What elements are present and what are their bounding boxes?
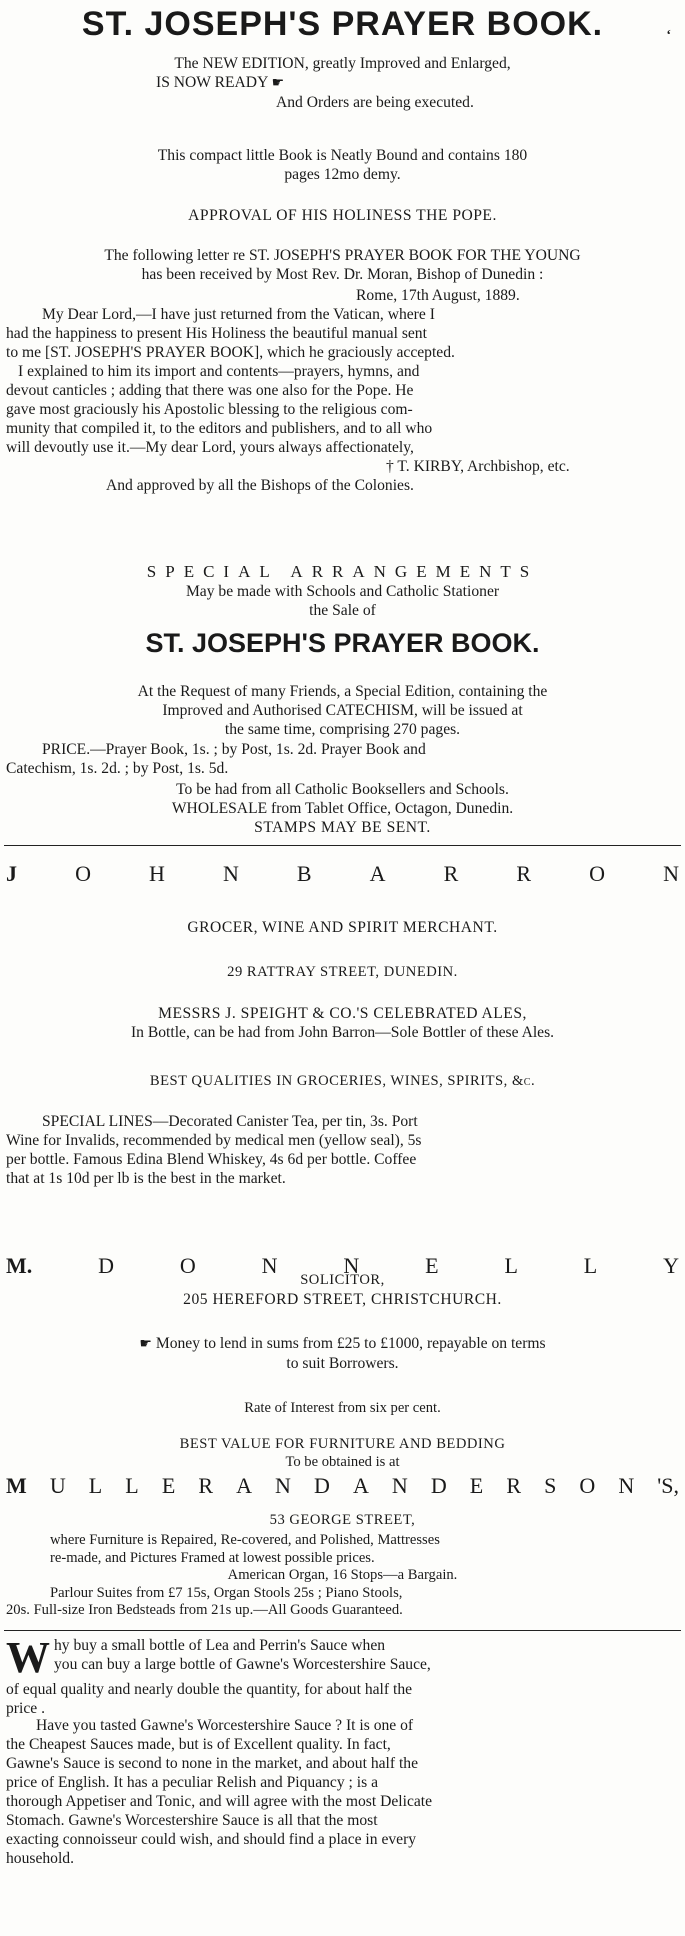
divider [4, 1630, 681, 1631]
barron-letter: N [222, 861, 239, 886]
muller-letter: U [49, 1473, 66, 1498]
muller-letter: D [430, 1473, 447, 1498]
muller-line: Parlour Suites from £7 15s, Organ Stools 25s ; Piano Stools, [50, 1584, 403, 1601]
price-line: PRICE.—Prayer Book, 1s. ; by Post, 1s. 2d. Prayer Book and [42, 741, 426, 758]
muller-body [6, 1532, 679, 1620]
muller-name-row [6, 1462, 679, 1510]
prayer-book-intro [6, 54, 679, 112]
sauce-intro-line: price . [6, 1700, 45, 1717]
intro-line: The NEW EDITION, greatly Improved and Enlarged, [174, 55, 511, 72]
letter-intro [6, 246, 679, 284]
approval-heading: APPROVAL OF HIS HOLINESS THE POPE. [188, 207, 497, 224]
donnelly-initial: M. [6, 1253, 33, 1278]
request-paragraph [6, 682, 679, 739]
divider [4, 845, 681, 846]
special-line: May be made with Schools and Catholic Stationer [185, 583, 500, 600]
muller-line: 20s. Full-size Iron Bedsteads from 21s up.—All Goods Guaranteed. [6, 1602, 403, 1619]
sauce-line: thorough Appetiser and Tonic, and will agree with the most Delicate [6, 1793, 433, 1810]
barron-qualities: BEST QUALITIES IN GROCERIES, WINES, SPIRITS, &c. [149, 1073, 536, 1089]
sauce-intro-line: you can buy a large bottle of Gawne's Worcestershire Sauce, [54, 1656, 431, 1673]
prayer-book-title-block [6, 2, 679, 46]
sauce-intro-line: of equal quality and nearly double the quantity, for about half the [6, 1681, 413, 1698]
muller-line: re-made, and Pictures Framed at lowest possible prices. [50, 1549, 375, 1566]
signature: † T. KIRBY, Archbishop, etc. [386, 458, 570, 475]
compact-line: This compact little Book is Neatly Bound and contains 180 [157, 147, 528, 164]
pointing-hand-icon: ☛ [271, 76, 285, 91]
barron-letter: R [516, 861, 532, 886]
muller-letter: N [391, 1473, 408, 1498]
donnelly-letter: N [261, 1253, 278, 1278]
donnelly-letter: L [583, 1253, 598, 1278]
letter-body [6, 286, 679, 495]
muller-letter: D [313, 1473, 330, 1498]
muller-obtained: To be obtained is at [285, 1454, 400, 1470]
muller-letter: E [469, 1473, 484, 1498]
barron-letter: A [369, 861, 386, 886]
prayer-book-title-2-block [6, 626, 679, 660]
donnelly-letter: D [98, 1253, 115, 1278]
barron-letter: R [443, 861, 459, 886]
muller-letter: O [579, 1473, 596, 1498]
barron-trade: GROCER, WINE AND SPIRIT MERCHANT. [187, 919, 498, 936]
special-line: the Sale of [309, 602, 376, 619]
closing-line: WHOLESALE from Tablet Office, Octagon, Dunedin. [171, 800, 514, 817]
special-lines-line: Wine for Invalids, recommended by medical men (yellow seal), 5s [6, 1132, 422, 1149]
sauce-intro-line: hy buy a small bottle of Lea and Perrin's Sauce when [54, 1637, 386, 1654]
sauce-body [6, 1716, 679, 1868]
barron-letter: J [6, 861, 17, 886]
special-lines-line: that at 1s 10d per lb is the best in the market. [6, 1170, 286, 1187]
donnelly-letter: Y [663, 1253, 679, 1278]
donnelly-letter: N [343, 1253, 360, 1278]
dateline: Rome, 17th August, 1889. [356, 287, 520, 304]
muller-letter: L [125, 1473, 139, 1498]
letter-line: I explained to him its import and contents—prayers, hymns, and [18, 363, 420, 380]
closing-line: STAMPS MAY BE SENT. [254, 819, 431, 836]
muller-letter: S [544, 1473, 557, 1498]
letter-line: munity that compiled it, to the editors and publishers, and to all who [6, 420, 433, 437]
barron-name [6, 850, 679, 898]
muller-initial: M [6, 1473, 27, 1498]
compact-note [6, 146, 679, 184]
barron-address: 29 RATTRAY STREET, DUNEDIN. [227, 964, 458, 980]
muller-line: American Organ, 16 Stops—a Bargain. [227, 1567, 458, 1584]
prayer-book-closing [6, 780, 679, 837]
barron-name-row [6, 850, 679, 898]
prayer-book-title-2: ST. JOSEPH'S PRAYER BOOK. [145, 628, 540, 658]
barron-special-lines [6, 1112, 679, 1188]
sauce-line: exacting connoisseur could wish, and should find a place in every [6, 1831, 417, 1848]
approved-line: And approved by all the Bishops of the Colonies. [106, 477, 414, 494]
donnelly-title: SOLICITOR, [300, 1272, 385, 1288]
donnelly-money [6, 1334, 679, 1373]
letter-line: to me [ST. JOSEPH'S PRAYER BOOK], which he graciously accepted. [6, 344, 455, 361]
sauce-intro [6, 1633, 679, 1718]
muller-letter: N [275, 1473, 291, 1498]
donnelly-letter: L [504, 1253, 518, 1278]
letter-intro-line: The following letter re ST. JOSEPH'S PRAYER BOOK FOR THE YOUNG [104, 247, 581, 264]
special-lines-line: SPECIAL LINES—Decorated Canister Tea, per tin, 3s. Port [42, 1113, 418, 1130]
muller-letter: A [352, 1473, 369, 1498]
muller-letter: R [506, 1473, 521, 1498]
sauce-line: Stomach. Gawne's Worcestershire Sauce is all that the most [6, 1812, 378, 1829]
money-line: to suit Borrowers. [286, 1355, 399, 1372]
compact-line: pages 12mo demy. [284, 166, 401, 183]
money-line: ☛ Money to lend in sums from £25 to £1000, repayable on terms [139, 1335, 546, 1352]
barron-letter: N [663, 861, 679, 886]
muller-letter: R [198, 1473, 214, 1498]
donnelly-letter: E [425, 1253, 439, 1278]
barron-letter: O [589, 861, 606, 886]
intro-line: And Orders are being executed. [276, 94, 474, 111]
muller-letter: L [88, 1473, 103, 1498]
letter-line: had the happiness to present His Holiness the beautiful manual sent [6, 325, 427, 342]
letter-line: devout canticles ; adding that there was one also for the Pope. He [6, 382, 414, 399]
muller-street: 53 GEORGE STREET, [269, 1512, 416, 1528]
muller-letter: N [618, 1473, 635, 1498]
sauce-line: price of English. It has a peculiar Relish and Piquancy ; is a [6, 1774, 378, 1791]
ales-line: In Bottle, can be had from John Barron—Sole Bottler of these Ales. [130, 1024, 555, 1041]
closing-line: To be had from all Catholic Booksellers and Schools. [176, 781, 509, 798]
special-lines-line: per bottle. Famous Edina Blend Whiskey, 4s 6d per bottle. Coffee [6, 1151, 417, 1168]
muller-best-value: BEST VALUE FOR FURNITURE AND BEDDING [179, 1436, 506, 1452]
letter-intro-line: has been received by Most Rev. Dr. Moran, Bishop of Dunedin : [141, 266, 544, 283]
donnelly-address: 205 HEREFORD STREET, CHRISTCHURCH. [183, 1291, 502, 1308]
letter-line: My Dear Lord,—I have just returned from the Vatican, where I [42, 306, 435, 323]
barron-letter: H [149, 861, 165, 886]
barron-letter: O [75, 861, 91, 886]
sauce-line: Have you tasted Gawne's Worcestershire Sauce ? It is one of [36, 1717, 414, 1734]
request-line: At the Request of many Friends, a Special Edition, containing the [137, 683, 548, 700]
muller-letter: 'S, [657, 1473, 679, 1498]
barron-ales [6, 1004, 679, 1042]
letter-line: will devoutly use it.—My dear Lord, yours always affectionately, [6, 439, 414, 456]
sauce-initial: W [6, 1633, 50, 1682]
sauce-line: the Cheapest Sauces made, but is of Excellent quality. In fact, [6, 1736, 391, 1753]
ales-line: MESSRS J. SPEIGHT & CO.'S CELEBRATED ALES, [158, 1005, 527, 1022]
muller-letter: E [161, 1473, 176, 1498]
special-heading: SPECIAL ARRANGEMENTS [146, 562, 539, 581]
special-arrangements [6, 562, 679, 620]
sauce-line: Gawne's Sauce is second to none in the market, and about half the [6, 1755, 419, 1772]
corner-mark: ‘ [666, 28, 671, 43]
intro-line: IS NOW READY ☛ [156, 74, 285, 91]
letter-line: gave most graciously his Apostolic blessing to the religious com- [6, 401, 413, 418]
request-line: the same time, comprising 270 pages. [224, 721, 461, 738]
muller-letter: A [236, 1473, 252, 1498]
donnelly-rate: Rate of Interest from six per cent. [244, 1400, 441, 1416]
price-line: Catechism, 1s. 2d. ; by Post, 1s. 5d. [6, 760, 229, 777]
donnelly-letter: O [179, 1253, 196, 1278]
pointing-hand-icon: ☛ [139, 1337, 152, 1352]
muller-name [6, 1462, 679, 1510]
muller-line: where Furniture is Repaired, Re-covered, and Polished, Mattresses [50, 1532, 440, 1548]
barron-letter: B [296, 861, 312, 886]
prayer-book-title: ST. JOSEPH'S PRAYER BOOK. [81, 5, 604, 43]
price-paragraph [6, 740, 679, 778]
sauce-line: household. [6, 1850, 75, 1867]
request-line: Improved and Authorised CATECHISM, will be issued at [162, 702, 523, 719]
